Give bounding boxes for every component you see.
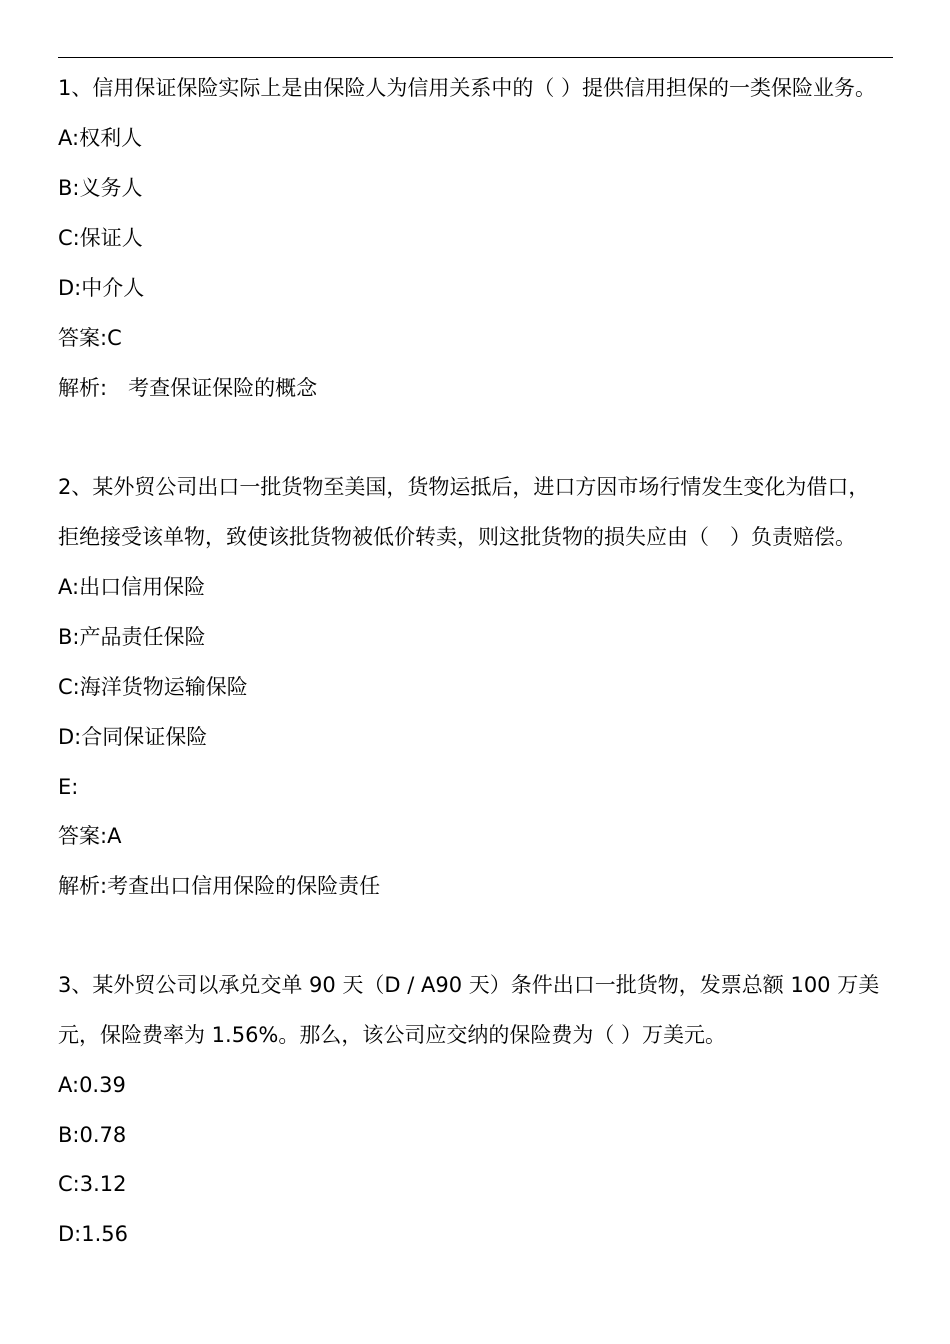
question-2-analysis: 解析:考查出口信用保险的保险责任: [58, 874, 381, 898]
question-1-option-c: C:保证人: [58, 226, 143, 250]
question-3-option-a: A:0.39: [58, 1073, 126, 1097]
header-rule: [58, 57, 893, 58]
question-2-stem-line-1: 2、某外贸公司出口一批货物至美国，货物运抵后，进口方因市场行情发生变化为借口，: [58, 475, 870, 499]
question-1-option-b: B:义务人: [58, 176, 143, 200]
question-1-option-a: A:权利人: [58, 126, 143, 150]
question-1-option-d: D:中介人: [58, 276, 145, 300]
question-3-stem-line-2: 元，保险费率为 1.56%。那么，该公司应交纳的保险费为（ ）万美元。: [58, 1023, 727, 1047]
question-1-answer: 答案:C: [58, 326, 122, 350]
question-3-option-c: C:3.12: [58, 1172, 127, 1196]
question-2-answer: 答案:A: [58, 824, 122, 848]
question-2-stem-line-2: 拒绝接受该单物，致使该批货物被低价转卖，则这批货物的损失应由（ ）负责赔偿。: [58, 525, 856, 549]
question-2-option-b: B:产品责任保险: [58, 625, 206, 649]
question-1-stem: 1、信用保证保险实际上是由保险人为信用关系中的（ ）提供信用担保的一类保险业务。: [58, 76, 877, 100]
question-2-option-a: A:出口信用保险: [58, 575, 206, 599]
question-2-option-d: D:合同保证保险: [58, 725, 208, 749]
question-2-option-c: C:海洋货物运输保险: [58, 675, 248, 699]
question-3-option-d: D:1.56: [58, 1222, 129, 1246]
question-3-stem-line-1: 3、某外贸公司以承兑交单 90 天（D / A90 天）条件出口一批货物，发票总额 100 万美: [58, 973, 880, 997]
question-2-option-e: E:: [58, 775, 79, 799]
question-1-analysis: 解析: 考查保证保险的概念: [58, 376, 318, 400]
question-3-option-b: B:0.78: [58, 1123, 127, 1147]
